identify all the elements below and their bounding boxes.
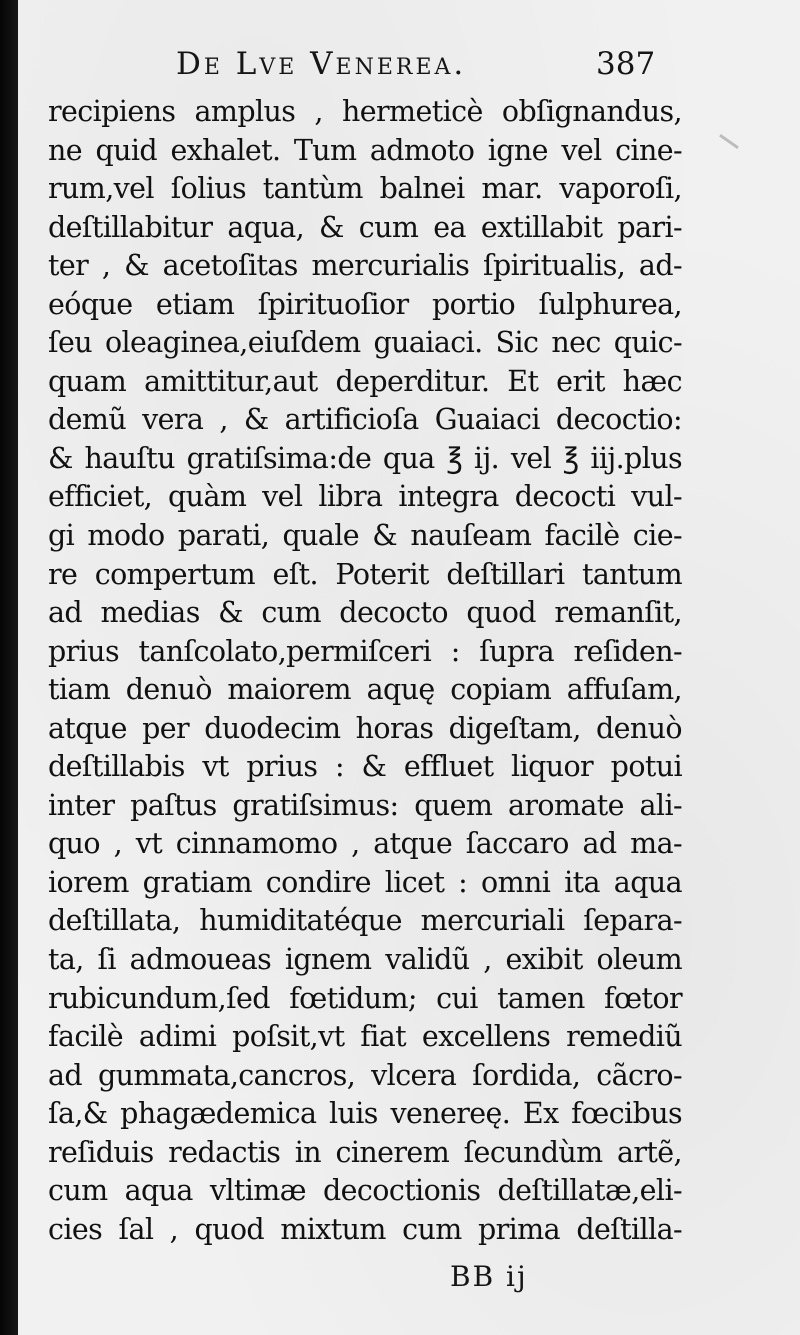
- text-line: deſtillabitur aqua, & cum ea extillabit pari-: [48, 210, 682, 244]
- text-line: ſeu oleaginea,eiuſdem guaiaci. Sic nec quic-: [48, 326, 682, 360]
- text-line: quam amittitur,aut deperditur. Et erit hæc: [48, 364, 682, 398]
- text-line: recipiens amplus , hermeticè obſignandus,: [48, 95, 682, 128]
- scan-left-border: [0, 0, 20, 1335]
- text-line: deſtillabis vt prius : & effluet liquor potui: [48, 750, 682, 784]
- page-number: 387: [596, 46, 656, 82]
- text-line: quo , vt cinnamomo , atque ſaccaro ad ma-: [48, 827, 682, 861]
- signature-mark: BB ij: [450, 1260, 528, 1293]
- text-line: cum aqua vltimæ decoctionis deſtillatæ,eli-: [48, 1174, 682, 1208]
- text-line: rum,vel ſolius tantùm balnei mar. vaporoſi,: [48, 172, 682, 206]
- text-line: ter , & acetoſitas mercurialis ſpiritualis, ad-: [48, 249, 682, 283]
- text-line: eóque etiam ſpirituoſior portio ſulphurea,: [48, 287, 682, 321]
- text-line: ſa,& phagædemica luis venereę. Ex fœcibus: [48, 1097, 682, 1131]
- text-line: & hauſtu gratiſsima:de qua ℥ ij. vel ℥ iij.plus: [48, 441, 682, 475]
- text-line: re compertum eſt. Poterit deſtillari tantum: [48, 557, 682, 591]
- page-header: [18, 42, 800, 88]
- text-line: tiam denuò maiorem aquę copiam affuſam,: [48, 673, 682, 707]
- bleed-through-mark: [719, 134, 739, 149]
- text-line: gi modo parati, quale & nauſeam facilè cie-: [48, 519, 682, 553]
- running-head: De Lve Venerea.: [176, 46, 467, 82]
- text-line: efficiet, quàm vel libra integra decocti vul-: [48, 480, 682, 514]
- text-line: atque per duodecim horas digeſtam, denuò: [48, 711, 682, 745]
- text-line: ad medias & cum decocto quod remanſit,: [48, 596, 682, 630]
- text-line: deſtillata, humiditatéque mercuriali ſepara-: [48, 904, 682, 938]
- text-line: iorem gratiam condire licet : omni ita aqua: [48, 865, 682, 899]
- text-line: ta, ſi admoueas ignem validũ , exibit oleum: [48, 943, 682, 977]
- text-line: prius tanſcolato,permiſceri : ſupra reſiden-: [48, 634, 682, 668]
- body-text: [48, 93, 682, 1249]
- text-line: demũ vera , & artificioſa Guaiaci decoctio:: [48, 403, 682, 437]
- text-line: rubicundum,ſed fœtidum; cui tamen fœtor: [48, 981, 682, 1015]
- text-line: ne quid exhalet. Tum admoto igne vel cine-: [48, 133, 682, 167]
- text-line: ad gummata,cancros, vlcera ſordida, cãcro-: [48, 1058, 682, 1092]
- text-line: cies ſal , quod mixtum cum prima deſtilla-: [48, 1212, 682, 1246]
- text-line: inter paſtus gratiſsimus: quem aromate ali-: [48, 788, 682, 822]
- book-page: [18, 0, 800, 1335]
- text-line: reſiduis redactis in cinerem ſecundùm artẽ,: [48, 1135, 682, 1169]
- text-line: facilè adimi poſsit,vt fiat excellens remediũ: [48, 1020, 682, 1054]
